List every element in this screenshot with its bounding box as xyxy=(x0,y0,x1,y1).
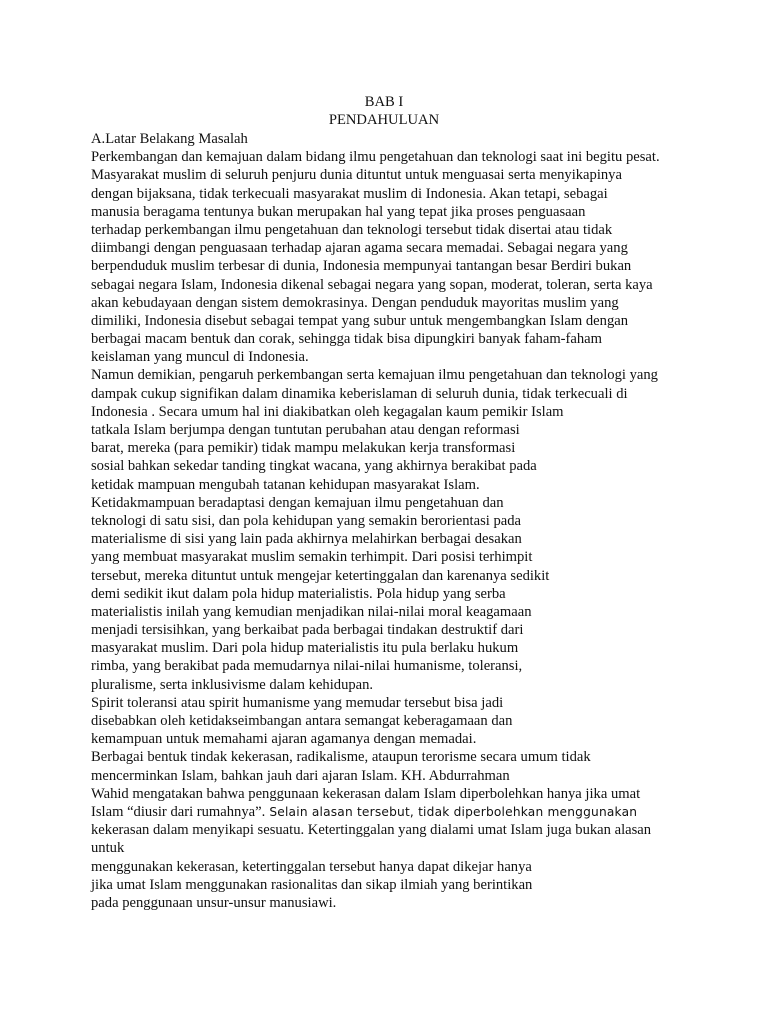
text-line: dampak cukup signifikan dalam dinamika keberislaman di seluruh dunia, tidak terkecuali di xyxy=(91,385,628,402)
text-line: rimba, yang berakibat pada memudarnya nilai-nilai humanisme, toleransi, xyxy=(91,658,523,675)
text-line: Namun demikian, pengaruh perkembangan serta kemajuan ilmu pengetahuan dan teknologi yang xyxy=(91,367,658,384)
text-line: untuk xyxy=(91,840,125,857)
text-line: menggunakan kekerasan, ketertinggalan tersebut hanya dapat dikejar hanya xyxy=(91,858,532,875)
text-line: Indonesia . Secara umum hal ini diakibatkan oleh kegagalan kaum pemikir Islam xyxy=(91,403,564,420)
text-line: tersebut, mereka dituntut untuk mengejar ketertinggalan dan karenanya sedikit xyxy=(91,567,550,584)
body-text xyxy=(91,130,660,912)
section-title: A.Latar Belakang Masalah xyxy=(91,131,248,147)
chapter-number: BAB I xyxy=(364,94,404,110)
text-line: pada penggunaan unsur-unsur manusiawi. xyxy=(91,894,337,911)
text-line: dimiliki, Indonesia disebut sebagai tempat yang subur untuk mengembangkan Islam dengan xyxy=(91,312,629,329)
quote-text: Islam “diusir dari rumahnya”. xyxy=(91,803,266,820)
text-line: masyarakat muslim. Dari pola hidup materialistis itu pula berlaku hukum xyxy=(91,640,519,657)
chapter-title: PENDAHULUAN xyxy=(328,112,440,128)
text-line: disebabkan oleh ketidakseimbangan antara semangat keberagamaan dan xyxy=(91,713,513,729)
text-line: demi sedikit ikut dalam pola hidup materialistis. Pola hidup yang serba xyxy=(91,585,506,602)
text-line: berbagai macam bentuk dan corak, sehingga tidak bisa dipungkiri banyak faham-faham xyxy=(91,331,603,348)
text-line: jika umat Islam menggunakan rasionalitas dan sikap ilmiah yang berintikan xyxy=(91,876,533,893)
text-line: Wahid mengatakan bahwa penggunaan kekerasan dalam Islam diperbolehkan hanya jika umat xyxy=(91,785,641,802)
text-line: pluralisme, serta inklusivisme dalam kehidupan. xyxy=(91,676,374,693)
text-line: mencerminkan Islam, bahkan jauh dari ajaran Islam. KH. Abdurrahman xyxy=(91,767,510,784)
sans-fragment: Selain alasan tersebut, tidak diperbolehkan menggunakan xyxy=(265,804,638,819)
text-line: menjadi tersisihkan, yang berkaibat pada berbagai tindakan destruktif dari xyxy=(91,622,524,639)
text-line: sosial bahkan sekedar tanding tingkat wacana, yang akhirnya berakibat pada xyxy=(91,458,537,475)
text-line: Perkembangan dan kemajuan dalam bidang ilmu pengetahuan dan teknologi saat ini begitu pesat. xyxy=(91,149,660,166)
text-line: sebagai negara Islam, Indonesia dikenal sebagai negara yang sopan, moderat, toleran, serta kaya xyxy=(91,276,653,293)
text-line: dengan bijaksana, tidak terkecuali masyarakat muslim di Indonesia. Akan tetapi, sebagai xyxy=(91,185,608,202)
text-line: keislaman yang muncul di Indonesia. xyxy=(91,349,309,366)
text-line-mixed xyxy=(91,803,660,821)
text-line: manusia beragama tentunya bukan merupakan hal yang tepat jika proses penguasaan xyxy=(91,203,586,220)
text-line: terhadap perkembangan ilmu pengetahuan dan teknologi tersebut tidak disertai atau tidak xyxy=(91,221,613,238)
text-line: akan kebudayaan dengan sistem demokrasinya. Dengan penduduk mayoritas muslim yang xyxy=(91,294,619,311)
text-line: materialisme di sisi yang lain pada akhirnya melahirkan berbagai desakan xyxy=(91,531,522,548)
text-line: kekerasan dalam menyikapi sesuatu. Ketertinggalan yang dialami umat Islam juga bukan alasan xyxy=(91,822,652,839)
text-line: Masyarakat muslim di seluruh penjuru dunia dituntut untuk menguasai serta menyikapinya xyxy=(91,167,622,184)
text-line: Ketidakmampuan beradaptasi dengan kemajuan ilmu pengetahuan dan xyxy=(91,494,504,511)
text-line: tatkala Islam berjumpa dengan tuntutan perubahan atau dengan reformasi xyxy=(91,422,520,438)
text-line: barat, mereka (para pemikir) tidak mampu melakukan kerja transformasi xyxy=(91,440,516,457)
text-line: materialistis inilah yang kemudian menjadikan nilai-nilai moral keagamaan xyxy=(91,603,532,620)
text-line: diimbangi dengan penguasaan terhadap ajaran agama secara memadai. Sebagai negara yang xyxy=(91,240,628,257)
text-line: ketidak mampuan mengubah tatanan kehidupan masyarakat Islam. xyxy=(91,476,480,493)
text-line: berpenduduk muslim terbesar di dunia, Indonesia mempunyai tantangan besar Berdiri bukan xyxy=(91,258,632,275)
text-line: yang membuat masyarakat muslim semakin terhimpit. Dari posisi terhimpit xyxy=(91,549,533,566)
text-line: teknologi di satu sisi, dan pola kehidupan yang semakin berorientasi pada xyxy=(91,512,522,529)
text-line: Berbagai bentuk tindak kekerasan, radikalisme, ataupun terorisme secara umum tidak xyxy=(91,749,591,766)
text-line: kemampuan untuk memahami ajaran agamanya dengan memadai. xyxy=(91,731,477,748)
text-line: Spirit toleransi atau spirit humanisme yang memudar tersebut bisa jadi xyxy=(91,694,504,711)
